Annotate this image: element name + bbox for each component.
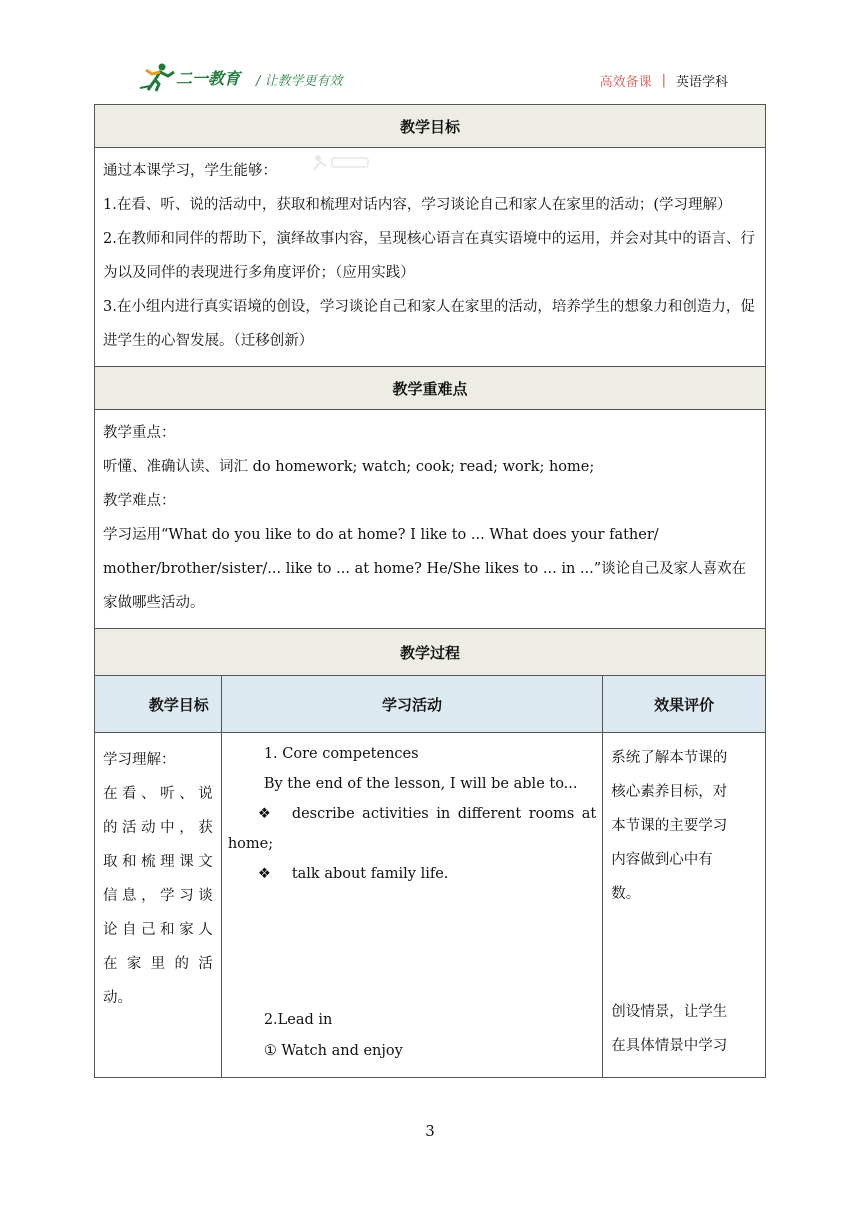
objective-3: 3.在小组内进行真实语境的创设，学习谈论自己和家人在家里的活动，培养学生的想象力和创造力，促进学生的心智发展。（迁移创新）: [103, 299, 755, 349]
goal-cell: [95, 733, 222, 1078]
difficulty-line-3: 家做哪些活动。: [103, 595, 205, 611]
page-header: [138, 62, 728, 96]
goal-label: 学习理解：: [103, 752, 176, 768]
key-point-label: 教学重点：: [103, 425, 176, 441]
page-number: 3: [425, 1122, 435, 1140]
lead-in-step: ① Watch and enjoy: [263, 1043, 403, 1059]
objective-1: 1.在看、听、说的活动中，获取和梳理对话内容，学习谈论自己和家人在家里的活动；(学习理解）: [103, 197, 732, 213]
diamond-bullet-icon: ❖: [257, 866, 271, 882]
activity-cell: [221, 733, 602, 1078]
goal-line: 动。: [103, 990, 132, 1006]
column-header-evaluation: 效果评价: [603, 676, 766, 733]
goal-line: 的活动中，获: [103, 820, 213, 836]
evaluation-line: 系统了解本节课的: [611, 750, 728, 766]
evaluation-line: 内容做到心中有: [611, 852, 713, 868]
evaluation-line: 核心素养目标，对: [611, 784, 728, 800]
evaluation-cell: [603, 733, 766, 1078]
goal-line: 取和梳理课文: [103, 854, 213, 870]
header-tag-primary: 高效备课: [599, 75, 652, 90]
evaluation-line: 本节课的主要学习: [611, 818, 728, 834]
difficulty-line-2: mother/brother/sister/... like to ... at home? He/She likes to ... in ...”谈论自己及家人喜欢在: [103, 561, 747, 577]
header-tag-secondary: 英语学科: [675, 75, 728, 90]
section-title-objectives: 教学目标: [95, 105, 766, 148]
evaluation-second-block: [611, 995, 727, 1063]
goal-line: 在 家 里 的 活: [103, 956, 213, 972]
evaluation-line: 创设情景，让学生: [611, 1004, 728, 1020]
lead-in-block: [264, 1005, 403, 1067]
bullet-item: [228, 859, 596, 889]
activity-intro: By the end of the lesson, I will be able to...: [263, 776, 578, 792]
section-title-process: 教学过程: [95, 629, 766, 676]
key-points-body: [95, 410, 766, 629]
column-header-activity: 学习活动: [221, 676, 602, 733]
column-header-goal: 教学目标: [95, 676, 222, 733]
objective-2: 2.在教师和同伴的帮助下，演绎故事内容，呈现核心语言在真实语境中的运用，并会对其中的语言、行为以及同伴的表现进行多角度评价；（应用实践）: [103, 231, 755, 281]
logo: [138, 62, 240, 92]
goal-line: 信息，学习谈: [103, 888, 213, 904]
section-title-key-points: 教学重难点: [95, 367, 766, 410]
difficulty-line-1: 学习运用“What do you like to do at home? I like to ... What does your father/: [103, 527, 659, 543]
key-point-text: 听懂、准确认读、词汇 do homework; watch; cook; read; work; home;: [103, 459, 595, 475]
objectives-body: [95, 148, 766, 367]
bullet-text-continued: home;: [227, 836, 274, 852]
lesson-plan-table: [94, 104, 766, 1078]
difficulty-label: 教学难点：: [103, 493, 176, 509]
evaluation-line: 在具体情景中学习: [611, 1038, 728, 1054]
evaluation-line: 数。: [611, 886, 641, 902]
bullet-item: [228, 799, 596, 829]
slogan: / 让教学更有效: [256, 74, 343, 89]
goal-line: 论自己和家人: [103, 922, 213, 938]
bullet-text: describe activities in different rooms at: [291, 806, 597, 822]
diamond-bullet-icon: ❖: [257, 806, 271, 822]
header-subject: [600, 71, 728, 90]
objectives-intro: 通过本课学习，学生能够：: [103, 163, 277, 179]
bullet-text: talk about family life.: [291, 866, 449, 882]
header-separator: |: [661, 73, 666, 88]
logo-text: 二一教育: [176, 68, 241, 88]
goal-line: 在看、听、说: [103, 786, 213, 802]
running-figure-logo-icon: [138, 62, 178, 92]
activity-heading: 1. Core competences: [263, 746, 419, 762]
lead-in-heading: 2.Lead in: [263, 1012, 333, 1028]
